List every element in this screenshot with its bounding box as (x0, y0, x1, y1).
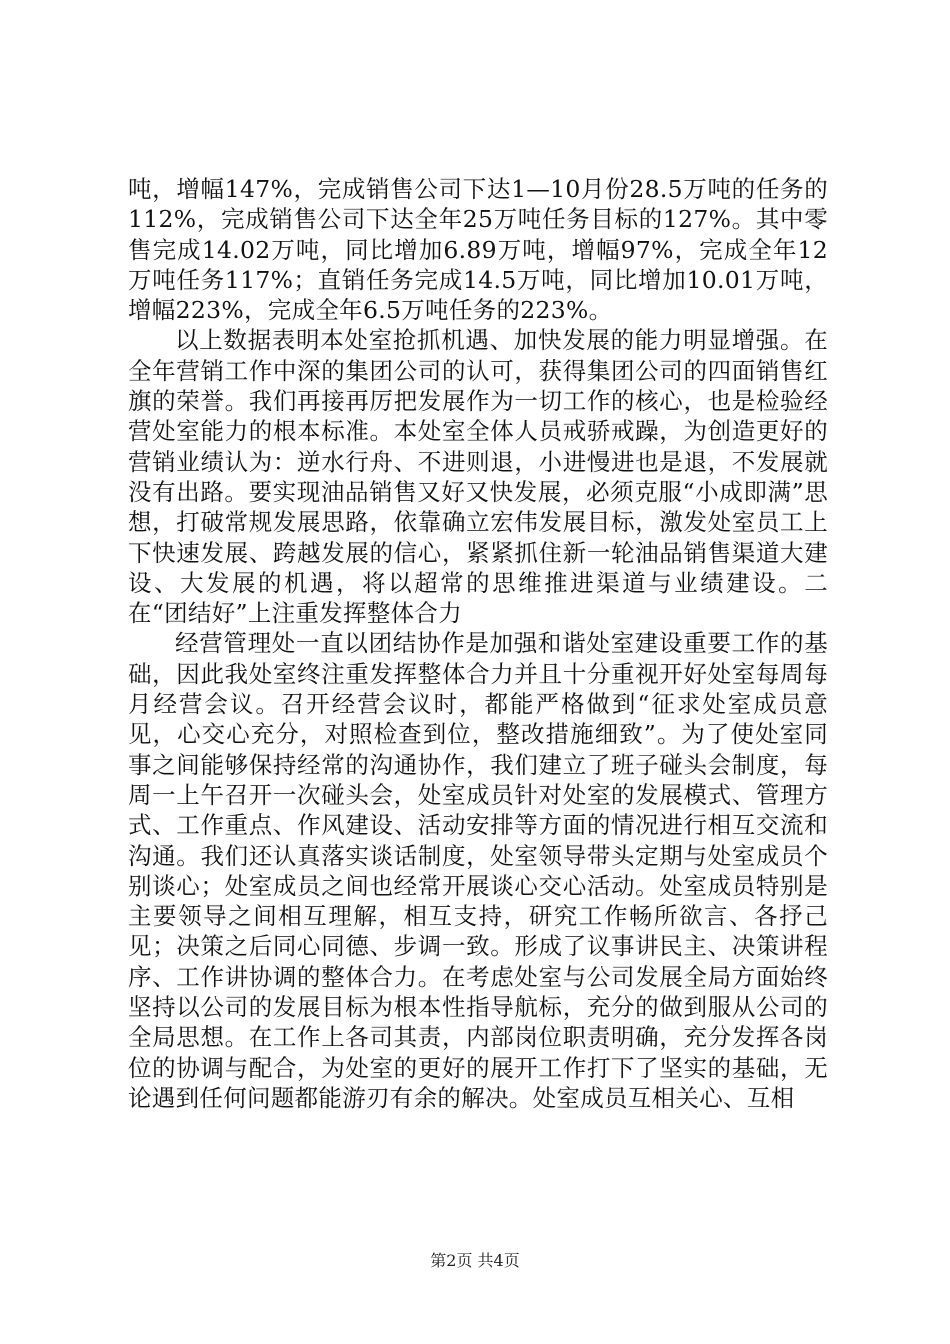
page-footer (0, 1248, 950, 1271)
document-body (128, 174, 828, 1113)
page-number: 第2页 共4页 (430, 1251, 520, 1270)
paragraph-sales-analysis: 以上数据表明本处室抢抓机遇、加快发展的能力明显增强。在全年营销工作中深的集团公司的认可，获得集团公司的四面销售红旗的荣誉。我们再接再厉把发展作为一切工作的核心，也是检验经营处室能力的根本标准。本处室全体人员戒骄戒躁，为创造更好的营销业绩认为：逆水行舟、不进则退，小进慢进也是退，不发展就没有出路。要实现油品销售又好又快发展，必须克服“小成即满”思想，打破常规发展思路，依靠确立宏伟发展目标，激发处室员工上下快速发展、跨越发展的信心，紧紧抓住新一轮油品销售渠道大建设、大发展的机遇，将以超常的思维推进渠道与业绩建设。二在“团结好”上注重发挥整体合力 (128, 326, 828, 628)
paragraph-teamwork: 经营管理处一直以团结协作是加强和谐处室建设重要工作的基础，因此我处室终注重发挥整体合力并且十分重视开好处室每周每月经营会议。召开经营会议时，都能严格做到“征求处室成员意见，心交心充分，对照检查到位，整改措施细致”。为了使处室同事之间能够保持经常的沟通协作，我们建立了班子碰头会制度，每周一上午召开一次碰头会，处室成员针对处室的发展模式、管理方式、工作重点、作风建设、活动安排等方面的情况进行相互交流和沟通。我们还认真落实谈话制度，处室领导带头定期与处室成员个别谈心；处室成员之间也经常开展谈心交心活动。处室成员特别是主要领导之间相互理解，相互支持，研究工作畅所欲言、各抒己见；决策之后同心同德、步调一致。形成了议事讲民主、决策讲程序、工作讲协调的整体合力。在考虑处室与公司发展全局方面始终坚持以公司的发展目标为根本性指导航标，充分的做到服从公司的全局思想。在工作上各司其责，内部岗位职责明确，充分发挥各岗位的协调与配合，为处室的更好的展开工作打下了坚实的基础，无论遇到任何问题都能游刃有余的解决。处室成员互相关心、互相 (128, 629, 828, 1112)
paragraph-continuation: 吨，增幅147%，完成销售公司下达1—10月份28.5万吨的任务的112%，完成销售公司下达全年25万吨任务目标的127%。其中零售完成14.02万吨，同比增加6.89万吨，增幅97%，完成全年12万吨任务117%；直销任务完成14.5万吨，同比增加10.01万吨，增幅223%，完成全年6.5万吨任务的223%。 (128, 175, 828, 325)
